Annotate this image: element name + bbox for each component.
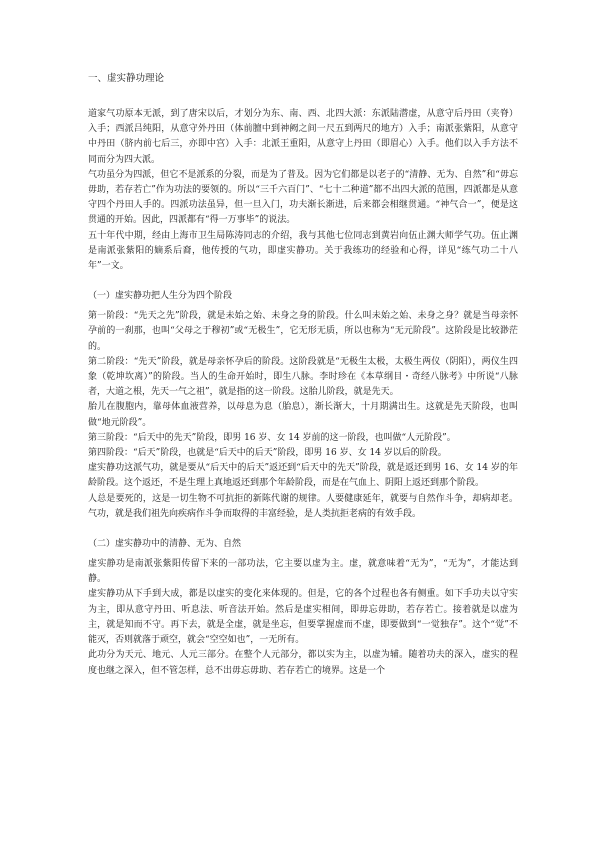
section-paragraph: 此功分为天元、地元、人元三部分。在整个人元部分，都以实为主，以虚为辅。随着功夫的深入，虚实的程度也继之深入，但不管怎样，总不出毋忘毋助、若存若亡的境界。这是一个 [88,650,518,676]
section-heading: （二）虚实静功中的清静、无为、自然 [88,539,242,550]
section-paragraph: 虚实静功从下手到大成，都是以虚实的变化来体现的。但是，它的各个过程也各有侧重。如下手功夫以守实为主，即从意守丹田、听息法、听音法开始。然后是虚实相间，即毋忘毋助，若存若亡。接着就是以虚为主，就是知而不守。再下去，就是全虚，就是坐忘，但要掌握虚而不虚，即要做到“一觉独存”。这个“觉”不能灭，否则就落于顽空，就会“空空如也”，一无所有。 [88,589,518,646]
section-paragraph: 第三阶段：“后天中的先天”阶段，即男 16 岁、女 14 岁前的这一阶段，也叫做“人元阶段”。 [88,432,456,443]
document-title: 一、虚实静功理论 [88,73,165,84]
intro-paragraph: 气功虽分为四派，但它不是派系的分裂，而是为了普及。因为它们都是以老子的“清静、无为、自然”和“毋忘毋助，若存若亡”作为功法的要领的。所以“三千六百门”、“七十二种道”都不出四大派的范围，四派都是从意守四个丹田人手的。四派功法虽异，但一旦入门，功夫渐长渐进，后来都会相继贯通。“神气合一”，便是这贯通的开始。因此，四派都有“得一万事毕”的说法。 [88,169,518,226]
section-paragraph: 第一阶段：“先天之先”阶段，就是未始之始、未身之身的阶段。什么叫未始之始、未身之身？就是当母亲怀孕前的一刹那，也叫“父母之于穆初”或“无极生”，它无形无质，所以也称为“无元阶段”。这阶段是比较渺茫的。 [88,311,518,352]
section-paragraph: 虚实静功这派气功，就是要从“后天中的后天”返还到“后天中的先天”阶段，就是返还到男 16、女 14 岁的年龄阶段。这个返还，不是生理上真地返还到那个年龄阶段，而是在气血上、阴阳上返还到那个阶段。 [88,463,518,489]
section-paragraph: 第四阶段：“后天”阶段，也就是“后天中的后天”阶段，即男 16 岁、女 14 岁以后的阶段。 [88,448,447,459]
intro-paragraph: 道家气功原本无派，到了唐宋以后，才划分为东、南、西、北四大派：东派陆潜虚，从意守后丹田（夹脊）入手；西派吕纯阳，从意守外丹田（体前膻中到神阙之间一尺五到两尺的地方）入手；南派张紫阳，从意守中丹田（脐内前七后三，亦即中宫）入手：北派王重阳，从意守上丹田（即眉心）入手。他们以入手方法不同而分为四大派。 [88,109,518,165]
section-paragraph: 虚实静功是南派张紫阳传留下来的一部功法，它主要以虚为主。虚，就意味着“无为”，“无为”，才能达到静。 [88,559,518,585]
intro-paragraph: 五十年代中期，经由上海市卫生局陈涛同志的介绍，我与其他七位同志到黄岩向伍止渊大师学气功。伍止渊是南派张紫阳的嫡系后裔，他传授的气功，即虚实静功。关于我练功的经验和心得，详见“练气功二十八年”一文。 [88,230,518,272]
section-heading: （一）虚实静功把人生分为四个阶段 [88,291,233,302]
document-page [88,72,518,679]
section-paragraph: 胎儿在腹胞内，靠母体血液营养，以母息为息（胎息），渐长渐大，十月期满出生。这就是先天阶段，也叫做“地元阶段”。 [88,402,518,428]
section-paragraph: 第二阶段：“先天”阶段，就是母亲怀孕后的阶段。这阶段就是“无极生太极，太极生两仪（阴阳），两仪生四象（乾坤坎离）”的阶段。当人的生命开始时，即生八脉。李时珍在《本草纲目・奇经八脉考》中所说“八脉者，大道之根，先天一气之祖”，就是指的这一阶段。这胎儿阶段，就是先天。 [88,356,518,398]
section-paragraph: 人总是要死的，这是一切生物不可抗拒的新陈代谢的规律。人要健康延年，就要与自然作斗争，却病却老。气功，就是我们祖先向疾病作斗争而取得的丰富经验，是人类抗拒老病的有效手段。 [88,493,518,519]
